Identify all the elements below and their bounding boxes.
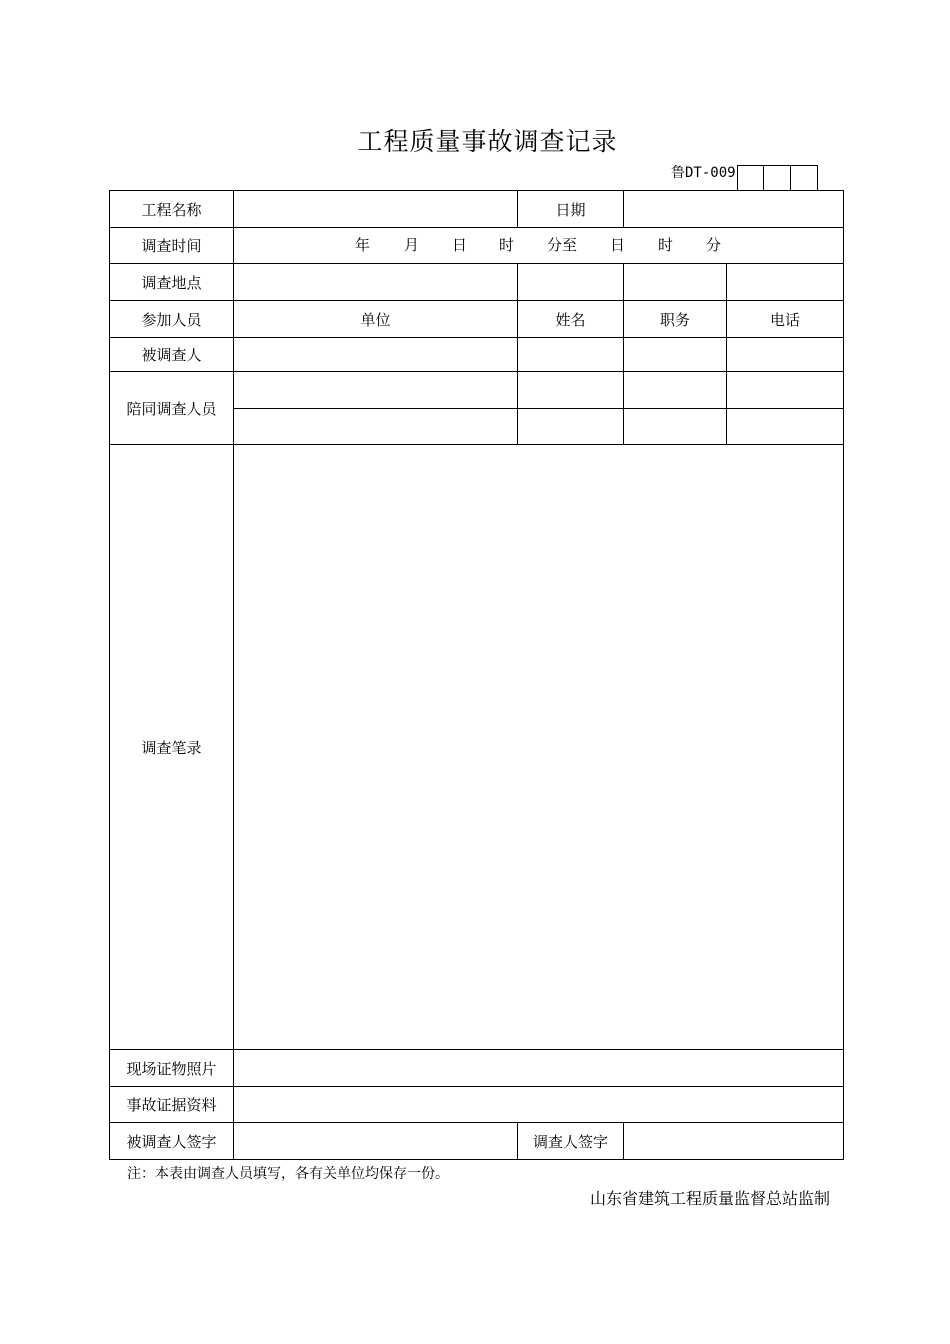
investigator-sign-field[interactable] [624,1123,844,1160]
project-name-field[interactable] [234,191,518,228]
footnote: 注：本表由调查人员填写，各有关单位均保存一份。 [127,1166,449,1182]
evidence-field[interactable] [234,1087,844,1123]
unit-minute-end: 分 [706,235,722,254]
label-project-name: 工程名称 [110,191,234,228]
label-participants: 参加人员 [110,301,234,338]
label-accompanying: 陪同调查人员 [110,372,234,445]
label-notes: 调查笔录 [110,445,234,1050]
row-project-name [110,191,844,228]
label-survey-place: 调查地点 [110,264,234,301]
label-investigator-sign: 调查人签字 [518,1123,624,1160]
unit-day-end: 日 [610,235,626,254]
issuer: 山东省建筑工程质量监督总站监制 [590,1189,831,1208]
unit-minute-to: 分至 [547,235,578,254]
notes-field[interactable] [234,445,844,1050]
time-units [234,231,843,261]
label-survey-time: 调查时间 [110,228,234,264]
row-participants [110,301,844,338]
survey-place-field-4[interactable] [727,264,844,301]
unit-day: 日 [452,235,468,254]
unit-year: 年 [355,235,371,254]
photos-field[interactable] [234,1050,844,1087]
code-box[interactable] [764,165,791,191]
header-position: 职务 [624,301,727,338]
header-name: 姓名 [518,301,624,338]
code-box[interactable] [791,165,818,191]
survey-form-table [109,190,844,1160]
date-field[interactable] [624,191,844,228]
row-signatures [110,1123,844,1160]
accompanying-name-field-2[interactable] [518,409,624,445]
accompanying-position-field-2[interactable] [624,409,727,445]
accompanying-unit-field[interactable] [234,372,518,409]
row-photos [110,1050,844,1087]
header-unit: 单位 [234,301,518,338]
unit-hour-end: 时 [658,235,674,254]
label-photos: 现场证物照片 [110,1050,234,1087]
label-date: 日期 [518,191,624,228]
form-code: 鲁DT-009 [671,165,736,181]
survey-time-field[interactable] [234,228,844,264]
row-accompanying-1 [110,372,844,409]
unit-month: 月 [404,235,420,254]
row-notes [110,445,844,1050]
row-interviewee [110,338,844,372]
header-phone: 电话 [727,301,844,338]
interviewee-name-field[interactable] [518,338,624,372]
survey-place-field-2[interactable] [518,264,624,301]
label-interviewee-sign: 被调查人签字 [110,1123,234,1160]
row-evidence [110,1087,844,1123]
survey-place-field[interactable] [234,264,518,301]
interviewee-phone-field[interactable] [727,338,844,372]
code-box[interactable] [737,165,764,191]
interviewee-sign-field[interactable] [234,1123,518,1160]
accompanying-phone-field[interactable] [727,372,844,409]
row-survey-time [110,228,844,264]
survey-place-field-3[interactable] [624,264,727,301]
interviewee-unit-field[interactable] [234,338,518,372]
code-boxes [737,165,818,191]
accompanying-position-field[interactable] [624,372,727,409]
unit-hour: 时 [499,235,515,254]
accompanying-phone-field-2[interactable] [727,409,844,445]
accompanying-unit-field-2[interactable] [234,409,518,445]
interviewee-position-field[interactable] [624,338,727,372]
row-survey-place [110,264,844,301]
page-title: 工程质量事故调查记录 [357,127,618,156]
label-interviewee: 被调查人 [110,338,234,372]
accompanying-name-field[interactable] [518,372,624,409]
label-evidence: 事故证据资料 [110,1087,234,1123]
